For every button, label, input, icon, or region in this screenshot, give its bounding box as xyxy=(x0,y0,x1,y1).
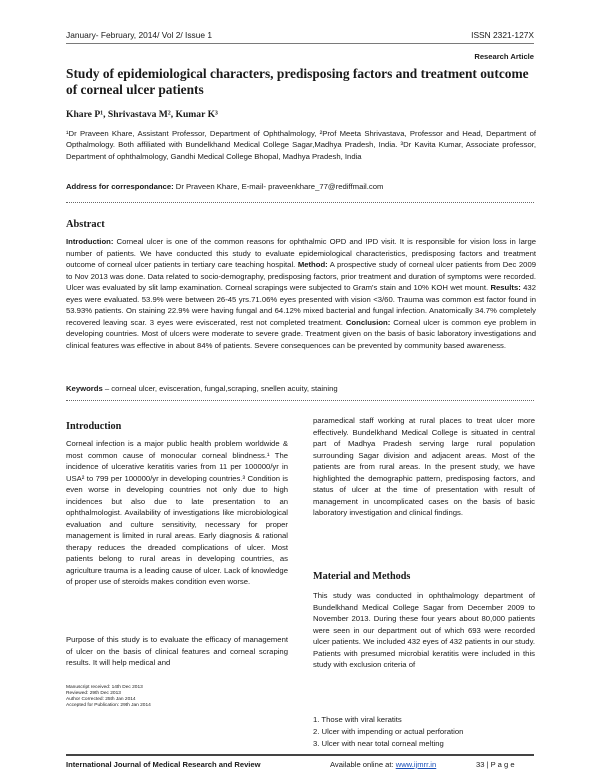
paper-title: Study of epidemiological characters, predisposing factors and treatment outcome of corneal ulcer patients xyxy=(66,66,529,97)
abstract-method-label: Method: xyxy=(297,260,328,269)
methods-paragraph-1 xyxy=(313,590,535,671)
footer-rule xyxy=(66,754,534,756)
page-number: 33 | P a g e xyxy=(476,760,515,769)
abstract-conclusion-label: Conclusion: xyxy=(345,317,391,327)
header-rule xyxy=(66,43,534,44)
authors: Khare P¹, Shrivastava M², Kumar K³ xyxy=(66,109,218,120)
manuscript-dates xyxy=(66,685,288,709)
divider xyxy=(66,400,534,401)
abstract-intro-label: Introduction: xyxy=(66,237,114,246)
list-item: 1. Those with viral keratits xyxy=(313,715,402,724)
journal-url-link[interactable]: www.ijmrr.in xyxy=(395,760,437,769)
keywords xyxy=(66,384,536,393)
affiliations: ¹Dr Praveen Khare, Assistant Professor, Department of Ophthalmology, ²Prof Meeta Shrivastava, Professor and Head, Department of Opthalmology. Both affiliated with Bundelkhand Medical College Sagar,Madhya Pradesh, India. ³Dr Kavita Kumar, Associate professor, Department of ophthalmology, Gandhi Medical College Bhopal, Madhya Pradesh, India xyxy=(66,129,536,161)
intro-p1-text: Corneal infection is a major public health problem worldwide & most common cause of monocular corneal blindness.¹ The incidence of ulcerative keratitis varies from 11 per 100000/yr in USA² to 799 per 100000/yr in developing countries.³ Condition is even worse in developing countries not only due to high incidences but also due to late presentation to an ophthalmologist. Availability of investigations like microbiological evaluation and culture sensitivity, necessary for proper management is limited in rural areas. Early diagnosis & rational therapy reduces the dreaded complications of ulcer. Most patients belong to rural areas in developing countries, as agriculture trauma is a leading cause of ulcer. Lack of knowledge of proper use of steroids makes condition even worse. xyxy=(66,439,288,586)
intro-paragraph-3 xyxy=(313,415,535,519)
abstract-text xyxy=(66,236,536,351)
journal-name: International Journal of Medical Research and Review xyxy=(66,760,261,769)
intro-p3-text: paramedical staff working at rural places to treat ulcer more effectively. Bundelkhand Medical College is situated in central part of Madhya Pradesh serving large rural population surrounding Sagar division and adjacent areas. Most of the patients are from rural areas. In the present study, we have highlighted the demographic pattern, predisposing factors, and status of ulcer at the time of presentation with result of management in uncomplicated cases on the basis of basic laboratory investigation and clinical findings. xyxy=(313,416,535,517)
abstract-heading: Abstract xyxy=(66,219,105,230)
keywords-label: Keywords xyxy=(66,384,103,393)
methods-p1-text: This study was conducted in ophthalmology department of Bundelkhand Medical College Sagar from December 2009 to November 2013. During these four years about 80,000 patients were seen in our department out of which 693 were recorded ulcer patients. We included 432 eyes of 432 patients in our study. Patients with presumed microbial keratitis were included in this study with exclusion criteria of xyxy=(313,591,535,669)
intro-heading: Introduction xyxy=(66,421,122,432)
date-corrected: Author Corrected: 25th Jan 2014 xyxy=(66,697,136,702)
abstract-intro-text: Corneal ulcer is one of the common reasons for ophthalmic OPD and IPD visit. It is responsible for vision loss in large number of patients. We have conducted this study to evaluate epidemiological characteristics, predisposing factors and treatment outcome of corneal ulcer patients in tertiary care teaching hospital. xyxy=(66,237,536,269)
correspondence-text: Dr Praveen Khare, E-mail- praveenkhare_77@rediffmail.com xyxy=(173,182,384,191)
intro-paragraph-1 xyxy=(66,438,288,588)
methods-heading: Material and Methods xyxy=(313,571,411,582)
issn: ISSN 2321-127X xyxy=(471,30,534,40)
abstract-method-text: A prospective study of corneal ulcer patients from Dec 2009 to Nov 2013 was done. Data related to socio-demography, predisposing factors, prior treatment and duration of symptoms were recorded. Ulcer was evaluated by slit lamp examination. Corneal scrapings were subjected to Gram's stain and 10% KOH wet mount. xyxy=(66,260,537,292)
keywords-text: – corneal ulcer, evisceration, fungal,scraping, snellen acuity, staining xyxy=(102,384,338,393)
abstract-results-text: 432 eyes were evaluated. 53.9% were between 26-45 yrs.71.06% eyes presented with vision <3/60. Trauma was common est factor found in 53.93% patients. On staining 22.9% were having fungal and 64.12% mixed bacterial and fungal infection. Anatomically 34.7% completely recovered leaving scar. 3 eyes were eviscerated, rest not completed treatment. xyxy=(66,283,536,327)
online-availability xyxy=(330,760,436,769)
exclusion-criteria-list xyxy=(313,714,535,750)
correspondence-label: Address for correspondance: xyxy=(66,182,174,191)
article-type: Research Article xyxy=(474,52,534,61)
list-item: 3. Ulcer with near total corneal melting xyxy=(313,739,444,748)
list-item: 2. Ulcer with impending or actual perforation xyxy=(313,727,464,736)
correspondence xyxy=(66,182,536,191)
intro-paragraph-2 xyxy=(66,634,288,669)
date-accepted: Accepted for Publication: 29th Jan 2014 xyxy=(66,703,151,708)
divider xyxy=(66,202,534,203)
date-received: Manuscript received: 14th Dec 2013 xyxy=(66,685,143,690)
intro-p2-text: Purpose of this study is to evaluate the efficacy of management of ulcer on the basis of clinical features and corneal scraping results. It will help medical and xyxy=(66,635,288,667)
abstract-conclusion-text: Corneal ulcer is common eye problem in developing countries. Most of ulcers were moderate to severe grade. Treatment given on the basis of basic laboratory investigations and clinical features was effective in about 84% of patients. Severe consequences can be prevented by community based awareness. xyxy=(66,317,536,350)
issue-info: January- February, 2014/ Vol 2/ Issue 1 xyxy=(66,30,213,40)
date-reviewed: Reviewed: 29th Dec 2013 xyxy=(66,691,121,696)
online-label: Available online at: xyxy=(330,760,396,769)
abstract-results-label: Results: xyxy=(490,283,521,292)
